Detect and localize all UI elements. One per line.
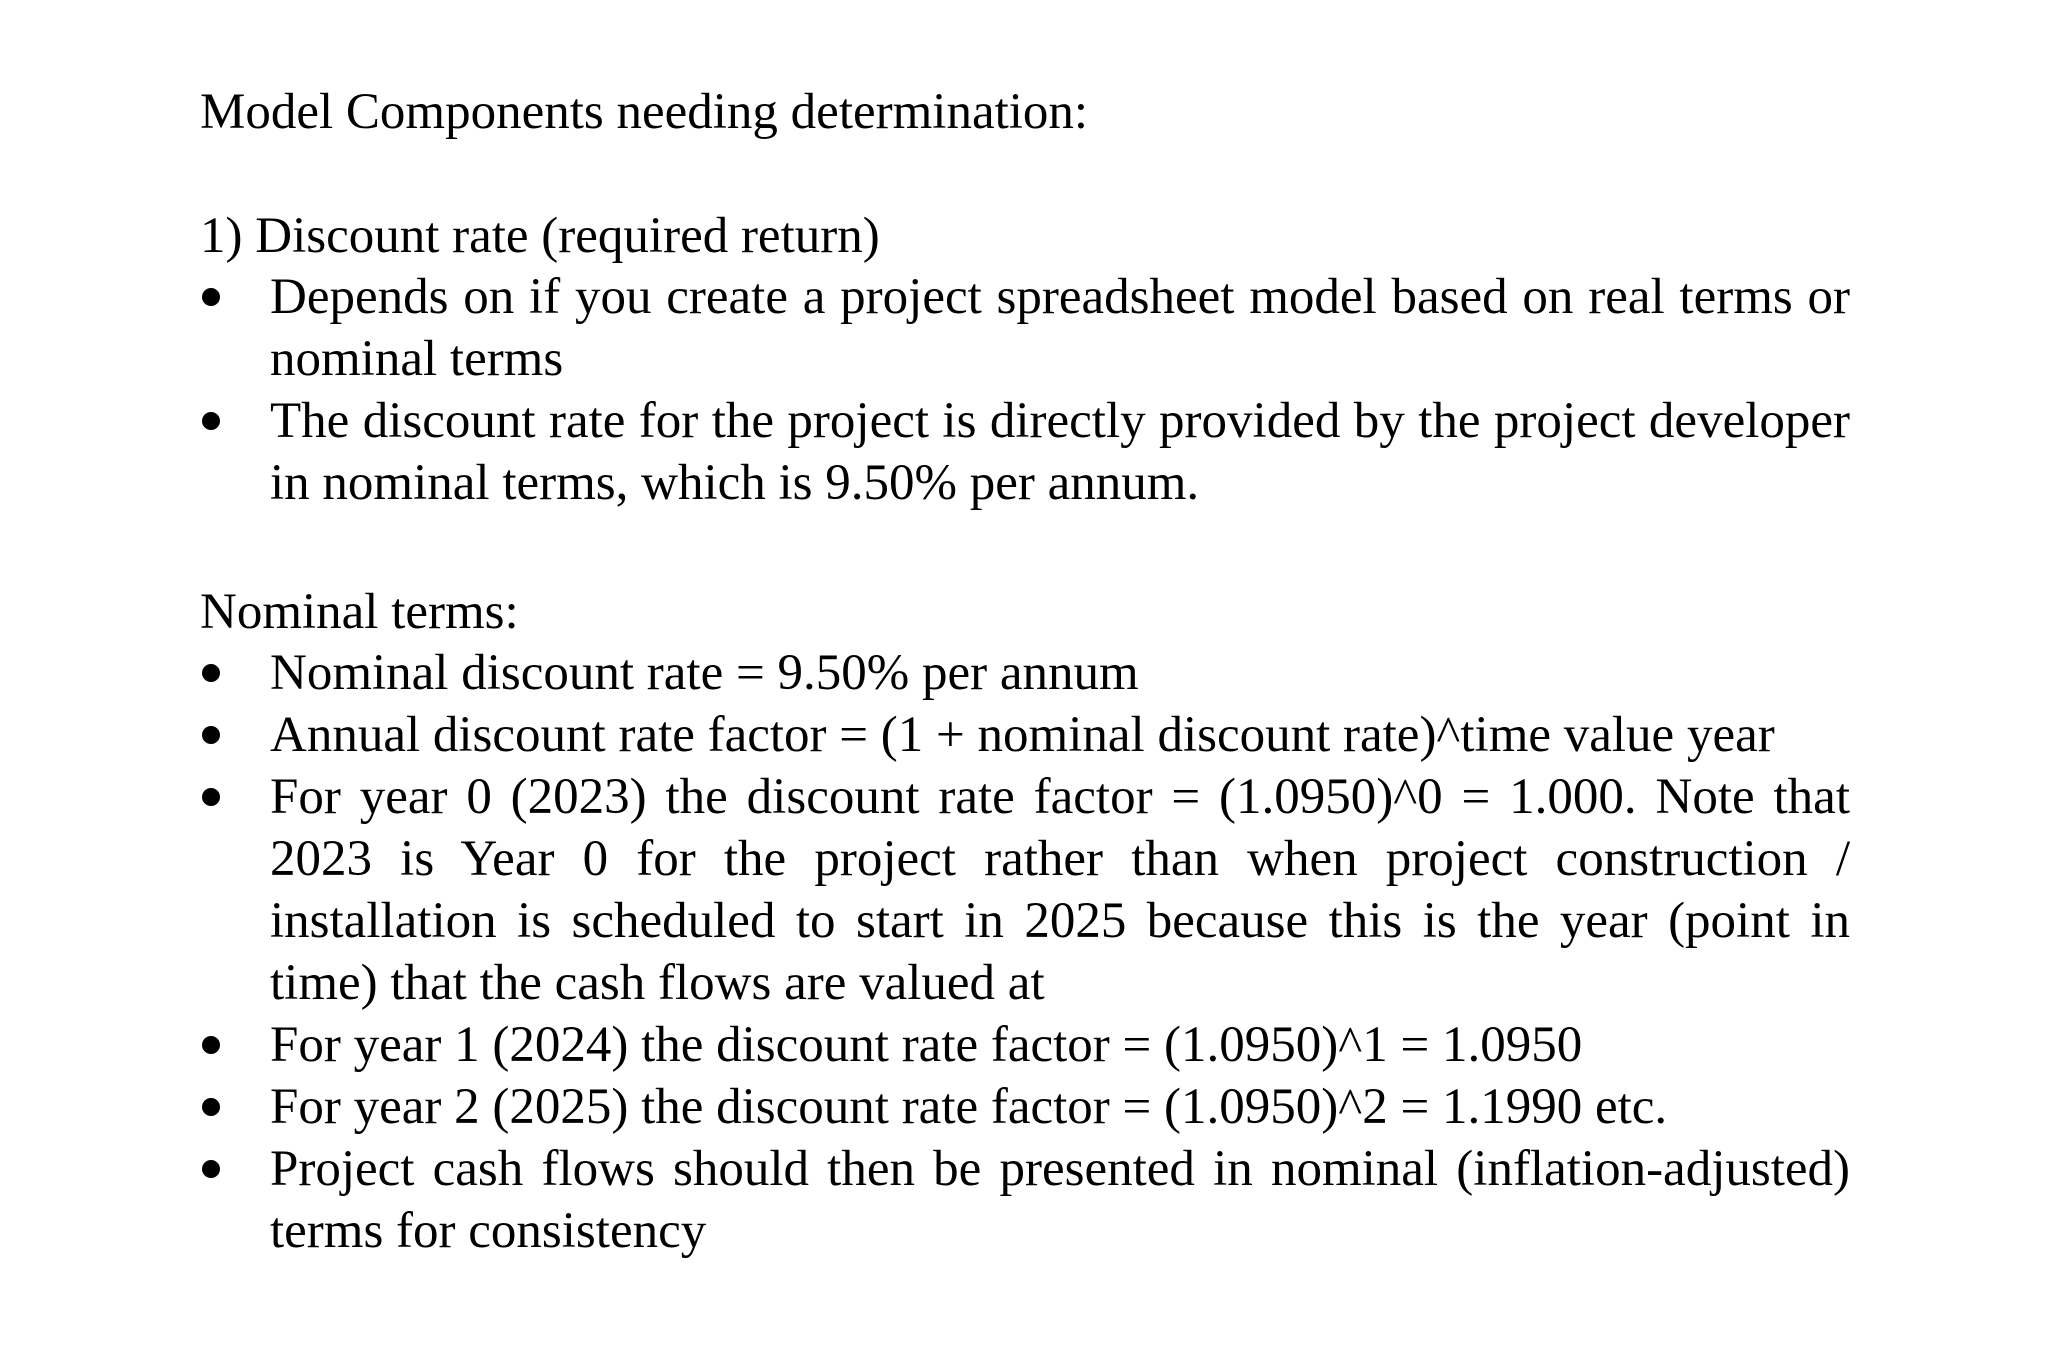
spacer xyxy=(200,142,1850,206)
list-item-text: For year 2 (2025) the discount rate factor = (1.0950)^2 = 1.1990 etc. xyxy=(270,1079,1668,1135)
section-heading-discount-rate: 1) Discount rate (required return) xyxy=(200,208,880,264)
list-item xyxy=(200,1014,1850,1076)
bullet-icon xyxy=(202,726,220,744)
list-item xyxy=(200,642,1850,704)
bullet-icon xyxy=(202,1098,220,1116)
list-item xyxy=(200,766,1850,1014)
list-item xyxy=(200,704,1850,766)
list-item xyxy=(200,1138,1850,1262)
bullet-icon xyxy=(202,1160,220,1178)
section-heading-nominal-terms: Nominal terms: xyxy=(200,584,519,640)
bullet-icon xyxy=(202,788,220,806)
list-item-text: Nominal discount rate = 9.50% per annum xyxy=(270,645,1139,701)
list-item-text: For year 1 (2024) the discount rate factor = (1.0950)^1 = 1.0950 xyxy=(270,1017,1583,1073)
discount-rate-bullet-list xyxy=(200,266,1850,514)
list-item-text: The discount rate for the project is directly provided by the project developer in nominal terms, which is 9.50% per annum. xyxy=(270,393,1850,511)
list-item-text: For year 0 (2023) the discount rate factor = (1.0950)^0 = 1.000. Note that 2023 is Year 0 for the project rather than when project construction / installation is scheduled to start in 2025 because this is the year (point in time) that the cash flows are valued at xyxy=(270,769,1850,1011)
list-item xyxy=(200,266,1850,390)
spacer xyxy=(200,514,1850,582)
list-item-text: Project cash flows should then be presented in nominal (inflation-adjusted) terms for consistency xyxy=(270,1141,1850,1259)
list-item-text: Depends on if you create a project spreadsheet model based on real terms or nominal terms xyxy=(270,269,1850,387)
list-item xyxy=(200,390,1850,514)
bullet-icon xyxy=(202,1036,220,1054)
list-item-text: Annual discount rate factor = (1 + nominal discount rate)^time value year xyxy=(270,707,1775,763)
document-page xyxy=(200,82,1850,1262)
bullet-icon xyxy=(202,412,220,430)
document-title: Model Components needing determination: xyxy=(200,84,1089,140)
nominal-terms-bullet-list xyxy=(200,642,1850,1262)
bullet-icon xyxy=(202,288,220,306)
bullet-icon xyxy=(202,664,220,682)
list-item xyxy=(200,1076,1850,1138)
